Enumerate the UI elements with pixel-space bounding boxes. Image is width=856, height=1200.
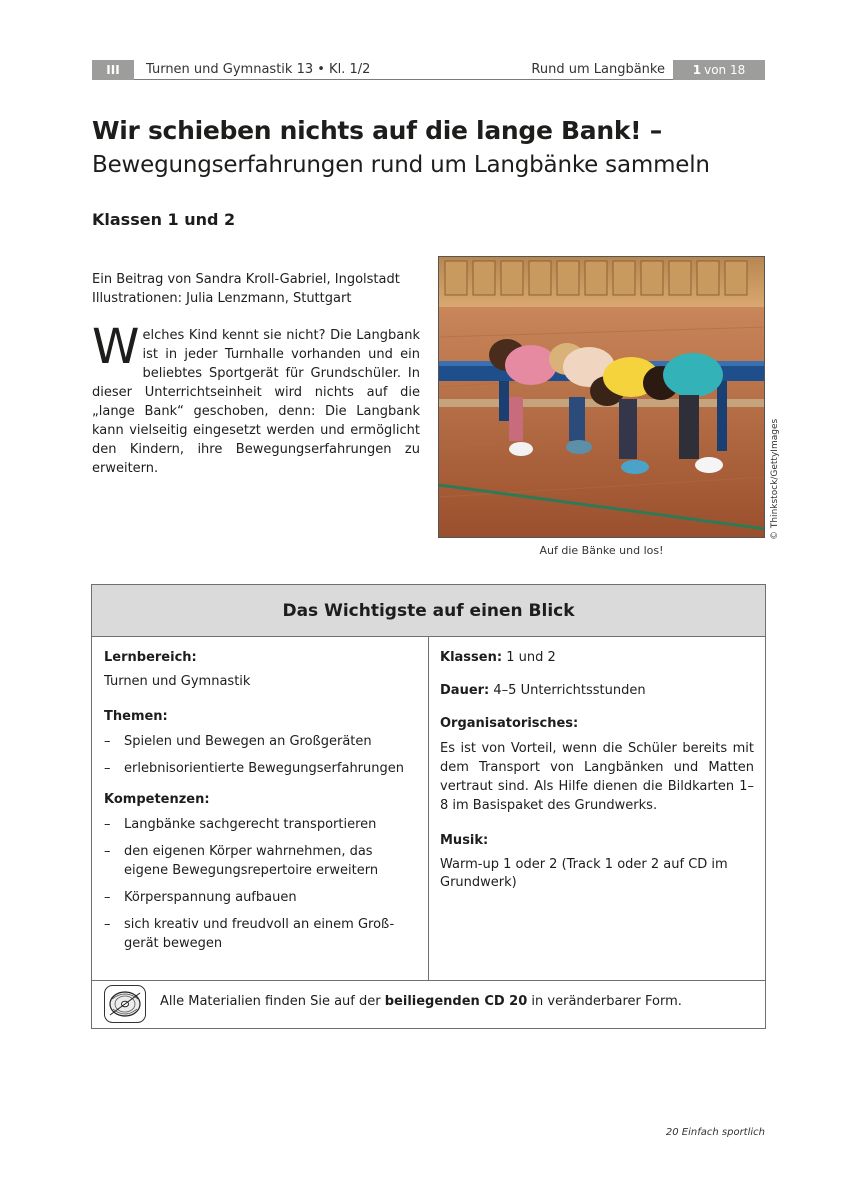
grade-heading: Klassen 1 und 2 — [92, 210, 236, 229]
list-item: – Langbänke sachgerecht transportieren — [104, 815, 416, 834]
materials-note-end: in veränderbarer Form. — [531, 994, 682, 1009]
gym-photo — [438, 256, 765, 538]
list-item: – sich kreativ und freudvoll an einem Groß-gerät bewegen — [104, 915, 416, 953]
list-item: – Spielen und Bewegen an Großgeräten — [104, 732, 416, 751]
drop-cap: W — [92, 319, 140, 375]
page-footer: 20 Einfach sportlich — [665, 1127, 765, 1138]
page-number: 1 — [692, 63, 702, 77]
musik-text: Warm-up 1 oder 2 (Track 1 oder 2 auf CD im Grundwerk) — [440, 857, 728, 890]
summary-footer — [92, 981, 765, 1028]
intro-text: elches Kind kennt sie nicht? Die Langbank ist in jeder Turnhalle vorhanden und ein beliebtes Sportgerät für Grundschüler. In dieser Unterrichtseinheit wird nichts auf die „lange Bank“ geschoben, denn: Die Langbank kann vielseitig eingesetzt werden und ermöglicht den Kindern, ihre Bewegungserfahrungen zu erweitern. — [92, 328, 420, 476]
klassen-label: Klassen: — [440, 650, 503, 665]
themen-list — [104, 732, 416, 778]
summary-box — [91, 584, 766, 1029]
photo-caption: Auf die Bänke und los! — [539, 544, 664, 557]
lernbereich-value: Turnen und Gymnastik — [104, 674, 251, 689]
klassen-value: 1 und 2 — [506, 650, 556, 665]
kompetenzen-label: Kompetenzen: — [104, 792, 210, 807]
summary-columns — [92, 637, 765, 981]
dauer-label: Dauer: — [440, 683, 490, 698]
materials-note-start: Alle Materialien finden Sie auf der — [160, 994, 381, 1009]
organisatorisches-text: Es ist von Vorteil, wenn die Schüler bereits mit dem Transport von Langbänken und Matten vertraut sind. Als Hilfe dienen die Bildkarten 1–8 im Basispaket des Grundwerks. — [440, 741, 754, 813]
photo-credit: © Thinkstock/GettyImages — [770, 418, 780, 540]
page-header — [92, 60, 765, 80]
materials-note — [160, 994, 682, 1009]
lernbereich-label: Lernbereich: — [104, 650, 197, 665]
intro-paragraph — [92, 319, 420, 478]
summary-heading: Das Wichtigste auf einen Blick — [92, 585, 765, 637]
page-title: Wir schieben nichts auf die lange Bank! – — [92, 116, 662, 145]
kompetenzen-list — [104, 815, 416, 953]
page-indicator — [673, 60, 765, 80]
section-badge: III — [92, 60, 134, 80]
dauer-value: 4–5 Unterrichtsstunden — [493, 683, 646, 698]
author-line: Ein Beitrag von Sandra Kroll-Gabriel, Ingolstadt — [92, 272, 400, 287]
list-item: – Körperspannung aufbauen — [104, 888, 416, 907]
summary-right-column — [429, 637, 765, 981]
themen-label: Themen: — [104, 709, 168, 724]
dauer-row — [440, 683, 754, 698]
topic-label: Rund um Langbänke — [531, 62, 665, 77]
series-label: Turnen und Gymnastik 13 • Kl. 1/2 — [146, 62, 371, 77]
musik-label: Musik: — [440, 833, 489, 848]
page-subtitle: Bewegungserfahrungen rund um Langbänke sammeln — [92, 152, 710, 178]
klassen-row — [440, 650, 754, 665]
summary-left-column — [92, 637, 429, 981]
page-total: von 18 — [704, 63, 746, 77]
cd-icon — [104, 985, 146, 1023]
credits — [92, 270, 422, 308]
illustrator-line: Illustrationen: Julia Lenzmann, Stuttgart — [92, 291, 352, 306]
list-item: – erlebnisorientierte Bewegungserfahrungen — [104, 759, 416, 778]
organisatorisches-label: Organisatorisches: — [440, 716, 579, 731]
materials-note-cd: beiliegenden CD 20 — [384, 994, 528, 1009]
list-item: – den eigenen Körper wahrnehmen, das eigene Bewegungsrepertoire erweitern — [104, 842, 416, 880]
